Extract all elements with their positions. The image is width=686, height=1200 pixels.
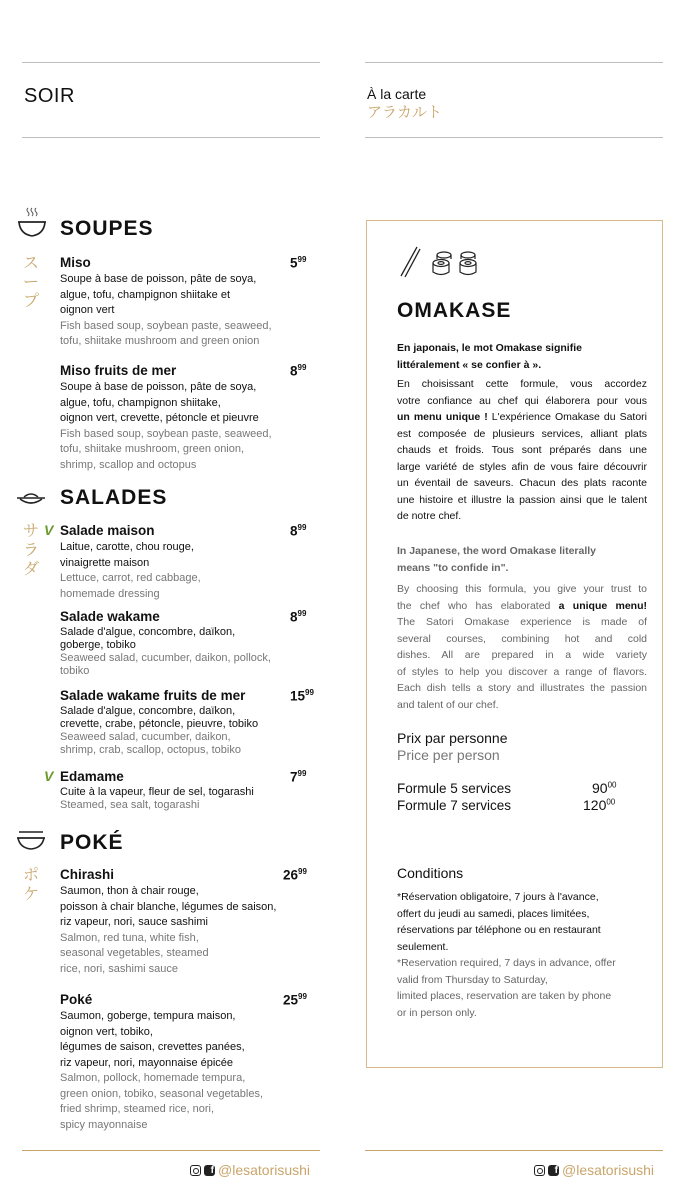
conditions-text: *Réservation obligatoire, 7 jours à l'avance, offert du jeudi au samedi, places limitées, réservations par téléphone ou en restaurant seulement. *Reservation required, 7 days in advance, offer valid from Thursday to Saturday, limited places, reservation are taken by phone or in person only.	[397, 891, 616, 1019]
menu-item-name: Salade maison	[60, 523, 155, 538]
omakase-text-line: En choisissant cette formule, vous accordez	[397, 378, 647, 390]
formula-7-price: $120^{00}$	[583, 797, 616, 813]
omakase-intro-en: In Japanese, the word Omakase literally means "to confide in".	[397, 545, 597, 574]
omakase-text-line: Each dish tells a story and illustrates the passion	[397, 682, 647, 694]
divider	[22, 1150, 320, 1151]
menu-item-price: $7^{99}$	[290, 769, 307, 785]
omakase-text-line: un éventail de saveurs. Chacun des plats raconte	[397, 477, 647, 489]
section-jp-salades: サラダ	[23, 523, 40, 578]
divider	[22, 62, 320, 63]
section-jp-poke: ポケ	[23, 867, 40, 903]
omakase-text-line: votre confiance au chef qui élaborera pour vous	[397, 394, 647, 407]
omakase-text-line: est composée de plusieurs services, alliant plats	[397, 427, 647, 440]
omakase-body-fr	[397, 376, 647, 525]
menu-item-description: Saumon, goberge, tempura maison, oignon vert, tobiko, légumes de saison, crevettes panées, riz vapeur, nori, mayonnaise épicée Salmon, pollock, homemade tempura, green onion, tobiko, seasonal vegetables, fried shrimp, steamed rice, nori, spicy mayonnaise	[60, 1010, 264, 1131]
social-handle-text: @lesatorisushi	[218, 1162, 311, 1178]
menu-item-price: $8^{99}$	[290, 609, 307, 625]
menu-item-price: $8^{99}$	[290, 363, 307, 379]
carte-title-jp: アラカルト	[367, 104, 443, 121]
menu-item-name: Miso fruits de mer	[60, 363, 177, 378]
social-handle-text: @lesatorisushi	[562, 1162, 655, 1178]
omakase-text-line: The Satori Omakase experience is made of	[397, 616, 647, 628]
omakase-body-en	[397, 581, 647, 713]
price-label-en: Price per person	[397, 747, 500, 763]
menu-item-price: $5^{99}$	[290, 255, 307, 271]
omakase-intro-fr: En japonais, le mot Omakase signifie littéralement « se confier à ».	[397, 342, 582, 371]
facebook-icon[interactable]: f	[204, 1165, 215, 1176]
menu-item-name: Chirashi	[60, 867, 115, 882]
formula-7-label: Formule 7 services	[397, 798, 512, 813]
menu-item-description: Salade d'algue, concombre, daïkon, goberge, tobiko Seaweed salad, cucumber, daikon, pollock, tobiko	[60, 626, 271, 677]
menu-item-price: $25^{99}$	[283, 992, 307, 1008]
conditions-title: Conditions	[397, 865, 464, 881]
section-title-soupes: SOUPES	[60, 217, 154, 240]
menu-item-name: Poké	[60, 992, 93, 1007]
facebook-icon[interactable]: f	[548, 1165, 559, 1176]
omakase-title: OMAKASE	[397, 299, 512, 322]
divider	[22, 137, 320, 138]
section-title-salades: SALADES	[60, 486, 168, 509]
menu-item-description: Soupe à base de poisson, pâte de soya, algue, tofu, champignon shiitake et oignon vert Fish based soup, soybean paste, seaweed, tofu, shiitake mushroom and green onion	[60, 273, 272, 347]
menu-item-price: $26^{99}$	[283, 867, 307, 883]
chopsticks-sushi-icon	[397, 243, 479, 279]
omakase-text-line: the chef who has elaborated a unique menu!	[397, 599, 647, 612]
section-title-poke: POKÉ	[60, 831, 124, 854]
divider	[365, 137, 663, 138]
formula-5-price: $90^{00}$	[592, 780, 617, 796]
menu-item-name: Miso	[60, 255, 91, 270]
vegetarian-icon: V	[44, 768, 54, 784]
menu-item-description: Saumon, thon à chair rouge, poisson à chair blanche, légumes de saison, riz vapeur, nori, sauce sashimi Salmon, red tuna, white fish, seasonal vegetables, steamed rice, nori, sashimi sauce	[60, 885, 277, 975]
social-handle-right[interactable]	[534, 1162, 654, 1178]
page-title: SOIR	[24, 85, 75, 107]
omakase-text-line: une histoire et illustre la passion ainsi que le talent	[397, 493, 647, 506]
menu-item-description: Salade d'algue, concombre, daïkon, crevette, crabe, pétoncle, pieuvre, tobiko Seaweed salad, cucumber, daikon, shrimp, crab, scallop, octopus, tobiko	[60, 705, 259, 756]
salad-plate-icon	[16, 491, 46, 507]
omakase-text-line: de notre chef.	[397, 510, 462, 522]
poke-bowl-icon	[16, 830, 46, 850]
instagram-icon[interactable]	[534, 1165, 545, 1176]
omakase-text-line: of styles to help you discover a range of flavors.	[397, 665, 647, 678]
carte-title: À la carte	[367, 86, 427, 102]
menu-item-name: Edamame	[60, 769, 124, 784]
menu-item-price: $8^{99}$	[290, 523, 307, 539]
omakase-card	[366, 220, 663, 1068]
menu-item-description: Cuite à la vapeur, fleur de sel, togarashi Steamed, sea salt, togarashi	[60, 786, 254, 811]
price-label-fr: Prix par personne	[397, 730, 508, 746]
menu-item-price: $15^{99}$	[290, 688, 314, 704]
soup-bowl-icon	[17, 206, 47, 238]
instagram-icon[interactable]	[190, 1165, 201, 1176]
menu-item-name: Salade wakame	[60, 609, 160, 624]
omakase-text-line: several courses, combining hot and cold	[397, 632, 647, 645]
menu-item-name: Salade wakame fruits de mer	[60, 688, 246, 703]
omakase-text-line: un menu unique ! L'expérience Omakase du Satori	[397, 411, 648, 423]
divider	[365, 1150, 663, 1151]
menu-item-description: Laitue, carotte, chou rouge, vinaigrette maison Lettuce, carrot, red cabbage, homemade dressing	[60, 541, 201, 600]
menu-item-description: Soupe à base de poisson, pâte de soya, algue, tofu, champignon shiitake, oignon vert, crevette, pétoncle et pieuvre Fish based soup, soybean paste, seaweed, tofu, shiitake mushroom, green onion, shrimp, scallop and octopus	[60, 381, 272, 471]
social-handle-left[interactable]	[190, 1162, 310, 1178]
omakase-text-line: large variété de styles afin de vous faire découvrir	[397, 460, 647, 473]
formula-5-label: Formule 5 services	[397, 781, 512, 796]
section-jp-soupes: スープ	[23, 255, 40, 310]
divider	[365, 62, 663, 63]
omakase-text-line: By choosing this formula, you give your trust to	[397, 583, 647, 595]
vegetarian-icon: V	[44, 522, 54, 538]
omakase-text-line: dishes. All are prepared in a wide variety	[397, 649, 647, 661]
omakase-text-line: chauds et froids. Tous sont préparés dans une	[397, 444, 647, 456]
omakase-text-line: and talent of our chef.	[397, 698, 499, 711]
